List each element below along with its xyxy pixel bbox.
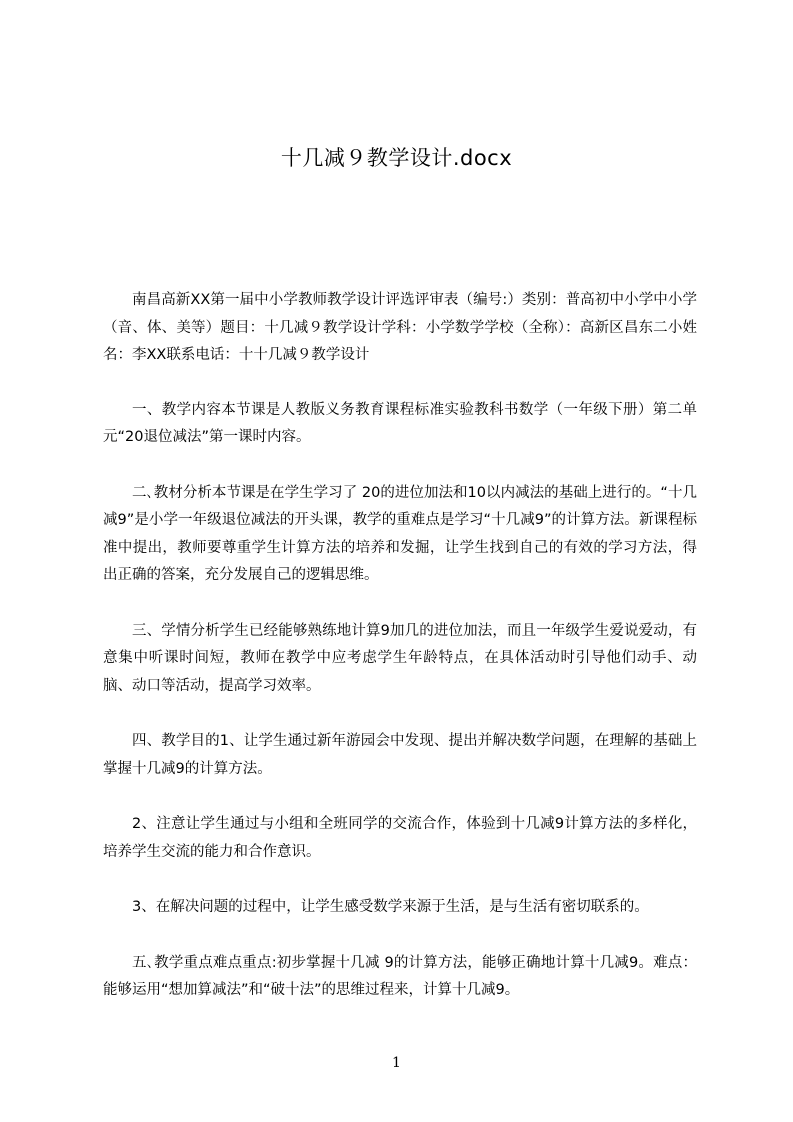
document-title: 十几减９教学设计.docx [280, 146, 513, 170]
paragraph-teaching-goal-3: 3、在解决问题的过程中，让学生感受数学来源于生活，是与生活有密切联系的。 [132, 899, 649, 915]
paragraph-header-info: 南昌高新XX第一届中小学教师教学设计评选评审表（编号:）类别：普高初中小学中小学（音、体、美等）题目：十几减９教学设计学科：小学数学学校（全称）：高新区昌东二小姓名：李XX联系电话：十十几减９教学设计 [103, 292, 697, 363]
paragraph-teaching-goal-1: 四、教学目的1、让学生通过新年游园会中发现、提出并解决数学问题，在理解的基础上掌握十几减9的计算方法。 [103, 733, 697, 777]
paragraph-material-analysis: 二､教材分析本节课是在学生学习了 20的进位加法和10以内减法的基础上进行的。“十几减9”是小学一年级退位减法的开头课，教学的重难点是学习“十几减9”的计算方法。新课程标准中提出，教师要尊重学生计算方法的培养和发掘，让学生找到自己的有效的学习方法，得出正确的答案，充分发展自己的逻辑思维。 [103, 484, 697, 583]
paragraph-teaching-goal-2: 2、注意让学生通过与小组和全班同学的交流合作，体验到十几减9计算方法的多样化，培养学生交流的能力和合作意识。 [103, 816, 697, 860]
paragraph-key-points: 五､教学重点难点重点:初步掌握十几减 9的计算方法，能够正确地计算十几减9。难点：能够运用“想加算减法”和“破十法”的思维过程来，计算十几减9。 [103, 954, 697, 998]
paragraph-teaching-content: 一、教学内容本节课是人教版义务教育课程标准实验教科书数学（一年级下册）第二单元“20退位减法”第一课时内容。 [103, 401, 697, 445]
page-number: 1 [392, 1055, 401, 1071]
document-body [103, 287, 697, 1033]
paragraph-student-analysis: 三、学情分析学生已经能够熟练地计算9加几的进位加法，而且一年级学生爱说爱动，有意集中听课时间短，教师在教学中应考虑学生年龄特点，在具体活动时引导他们动手、动脑、动口等活动，提高学习效率。 [103, 622, 697, 694]
